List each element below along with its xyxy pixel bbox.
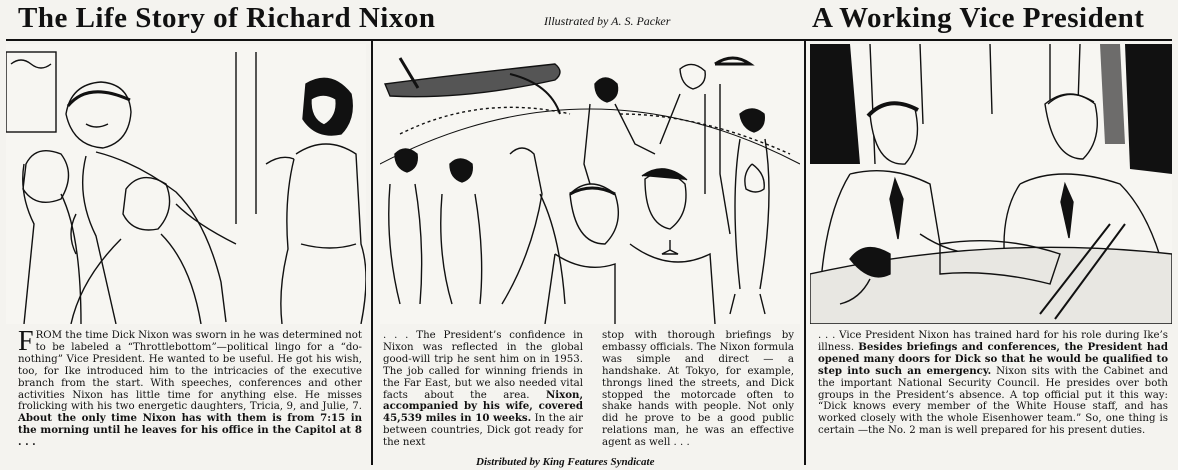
column1-bold-text: About the only time Nixon has with them is from 7:15 in the morning until he leaves for his office in the Capitol at 8 . . . xyxy=(18,412,362,449)
text-column-2b xyxy=(602,330,794,449)
illustration-family xyxy=(6,44,366,324)
text-column-1 xyxy=(18,326,362,449)
column2a-text: . . . The President’s confidence in Nixon was reflected in the global good-will trip he sent him on in 1953. The job called for winning friends in the Far East, but we also needed vital facts about the area. xyxy=(383,330,583,401)
text-column-3 xyxy=(818,330,1168,437)
column2a-text-end: In the air between countries, Dick got ready for the next xyxy=(383,413,583,449)
header-rule xyxy=(6,39,1172,41)
illustrator-credit: Illustrated by A. S. Packer xyxy=(544,14,671,28)
family-scene-drawing xyxy=(6,44,366,324)
syndicate-credit: Distributed by King Features Syndicate xyxy=(476,456,655,468)
column3-text-end: Nixon sits with the Cabinet and the important National Security Council. He presides over both groups in the President’s absence. A top official put it this way: “Dick knows every member of the White House staff, and has worked closely with the whole Eisenhower team.” So, one thing is certain —the No. 2 man is well prepared for his present duties. xyxy=(818,365,1168,437)
episode-title: A Working Vice President xyxy=(812,2,1145,34)
office-scene-drawing xyxy=(810,44,1172,324)
drop-cap: F xyxy=(18,326,34,357)
illustration-with-eisenhower xyxy=(810,44,1172,324)
column3-bold-text: Besides briefings and conferences, the President had opened many doors for Dick so that he would be qualified to step into such an emergency. xyxy=(818,340,1168,377)
illustration-goodwill-trip xyxy=(380,44,800,324)
trip-scene-drawing xyxy=(380,44,800,324)
column-divider-2 xyxy=(804,39,806,465)
strip-title: The Life Story of Richard Nixon xyxy=(18,2,436,34)
column-divider-1 xyxy=(371,39,373,465)
column1-text: ROM the time Dick Nixon was sworn in he was determined not to be labeled a “Throttlebottom”—political lingo for a “do-nothing” Vice President. He wanted to be useful. He got his wish, too, for Ike introduced him to the intricacies of the executive branch from the start. With speeches, conferences and other activities Nixon has little time for anything else. He misses frolicking with his two energetic daughters, Tricia, 9, and Julie, 7. xyxy=(18,330,362,413)
column3-text: . . . Vice President Nixon has trained hard for his role during Ike’s illness. xyxy=(818,330,1168,353)
text-column-2a xyxy=(383,330,583,449)
column2b-text: stop with thorough briefings by embassy officials. The Nixon formula was simple and direct — a handshake. At Tokyo, for example, throngs lined the streets, and Dick stopped the motorcade often to shake hands with people. Not only did he prove to be a good public relations man, he was an effective agent as well . . . xyxy=(602,330,794,449)
column2a-bold-text: Nixon, accompanied by his wife, covered 45,539 miles in 10 weeks. xyxy=(383,388,583,425)
